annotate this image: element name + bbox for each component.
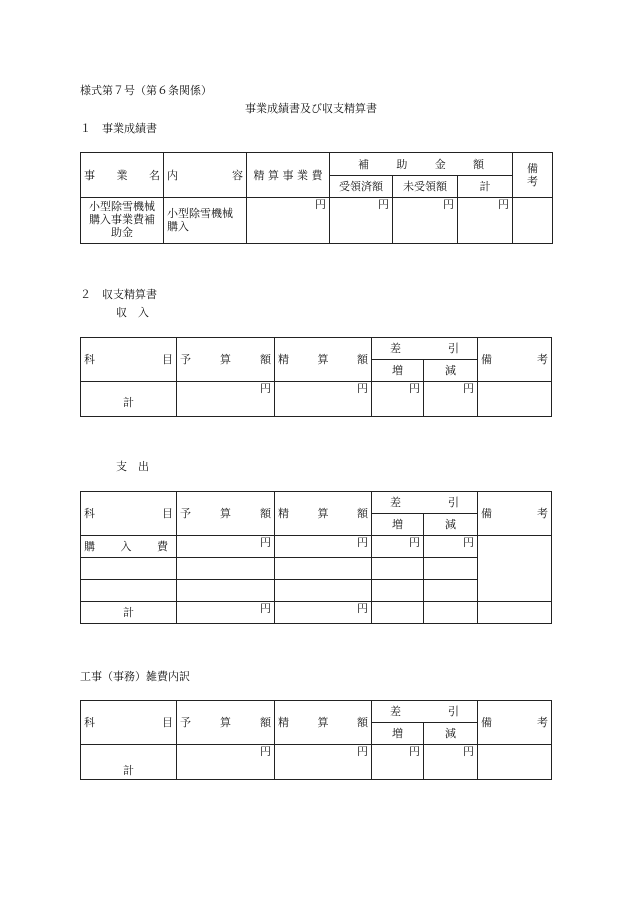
- income-table: [80, 337, 552, 417]
- total-budget: 円: [177, 382, 275, 417]
- row-purchase-increase: 円: [372, 536, 424, 558]
- section3-heading: 工事（事務）雑費内訳: [80, 670, 190, 683]
- total-decrease: 円: [424, 382, 478, 417]
- header-settled: 精 算 額: [275, 701, 372, 745]
- row-total: 円: [458, 198, 513, 244]
- expense-table: [80, 491, 552, 624]
- header-received: 受領済額: [330, 176, 393, 198]
- form-number: 様式第７号（第６条関係）: [80, 84, 212, 97]
- row-content: 小型除雪機械購入: [164, 198, 247, 244]
- header-budget: 予 算 額: [177, 492, 275, 536]
- header-difference: 差 引: [372, 338, 478, 360]
- income-label: 収 入: [116, 306, 149, 319]
- document-title: 事業成績書及び収支精算書: [245, 102, 377, 115]
- header-settled: 精 算 額: [275, 492, 372, 536]
- header-settled-cost: 精 算 事 業 費: [247, 153, 330, 198]
- header-subject: 科 目: [81, 492, 177, 536]
- header-decrease: 減: [424, 723, 478, 745]
- empty-cell: [275, 580, 372, 602]
- empty-cell: [81, 558, 177, 580]
- header-difference: 差 引: [372, 701, 478, 723]
- total-label: 計: [81, 382, 177, 417]
- row-received: 円: [330, 198, 393, 244]
- total-label: 計: [81, 745, 177, 780]
- header-increase: 増: [372, 360, 424, 382]
- total-budget: 円: [177, 745, 275, 780]
- header-decrease: 減: [424, 514, 478, 536]
- header-subsidy-amount: 補 助 金 額: [330, 153, 513, 176]
- total-budget: 円: [177, 602, 275, 624]
- misc-expense-table: [80, 700, 552, 780]
- total-increase: 円: [372, 382, 424, 417]
- header-increase: 増: [372, 723, 424, 745]
- row-remarks: [513, 198, 553, 244]
- row-purchase-label: 購 入 費: [81, 536, 177, 558]
- total-increase: [372, 602, 424, 624]
- total-settled: 円: [275, 745, 372, 780]
- total-label: 計: [81, 602, 177, 624]
- total-remarks: [478, 382, 552, 417]
- header-remarks: 備 考: [513, 153, 553, 198]
- header-total: 計: [458, 176, 513, 198]
- row-purchase-decrease: 円: [424, 536, 478, 558]
- row-purchase-budget: 円: [177, 536, 275, 558]
- total-settled: 円: [275, 382, 372, 417]
- row-not-received: 円: [393, 198, 458, 244]
- row-business-name: 小型除雪機械購入事業費補助金: [81, 198, 164, 244]
- section1-heading: １ 事業成績書: [80, 122, 157, 135]
- header-subject: 科 目: [81, 701, 177, 745]
- header-settled: 精 算 額: [275, 338, 372, 382]
- total-decrease: 円: [424, 745, 478, 780]
- row-settled-cost: 円: [247, 198, 330, 244]
- total-decrease: [424, 602, 478, 624]
- header-budget: 予 算 額: [177, 701, 275, 745]
- section2-heading: ２ 収支精算書: [80, 288, 157, 301]
- empty-cell: [372, 558, 424, 580]
- header-remarks: 備 考: [478, 701, 552, 745]
- empty-cell: [177, 580, 275, 602]
- header-increase: 増: [372, 514, 424, 536]
- header-subject: 科 目: [81, 338, 177, 382]
- total-increase: 円: [372, 745, 424, 780]
- header-remarks: 備 考: [478, 492, 552, 536]
- empty-cell: [424, 580, 478, 602]
- header-budget: 予 算 額: [177, 338, 275, 382]
- total-settled: 円: [275, 602, 372, 624]
- header-decrease: 減: [424, 360, 478, 382]
- header-content: 内 容: [164, 153, 247, 198]
- empty-cell: [275, 558, 372, 580]
- total-remarks: [478, 745, 552, 780]
- row-remarks: [478, 536, 552, 602]
- expense-label: 支 出: [116, 460, 149, 473]
- empty-cell: [424, 558, 478, 580]
- performance-table: [80, 152, 553, 244]
- total-remarks: [478, 602, 552, 624]
- header-remarks: 備 考: [478, 338, 552, 382]
- empty-cell: [81, 580, 177, 602]
- header-business-name: 事 業 名: [81, 153, 164, 198]
- header-difference: 差 引: [372, 492, 478, 514]
- row-purchase-settled: 円: [275, 536, 372, 558]
- header-not-received: 未受領額: [393, 176, 458, 198]
- empty-cell: [372, 580, 424, 602]
- empty-cell: [177, 558, 275, 580]
